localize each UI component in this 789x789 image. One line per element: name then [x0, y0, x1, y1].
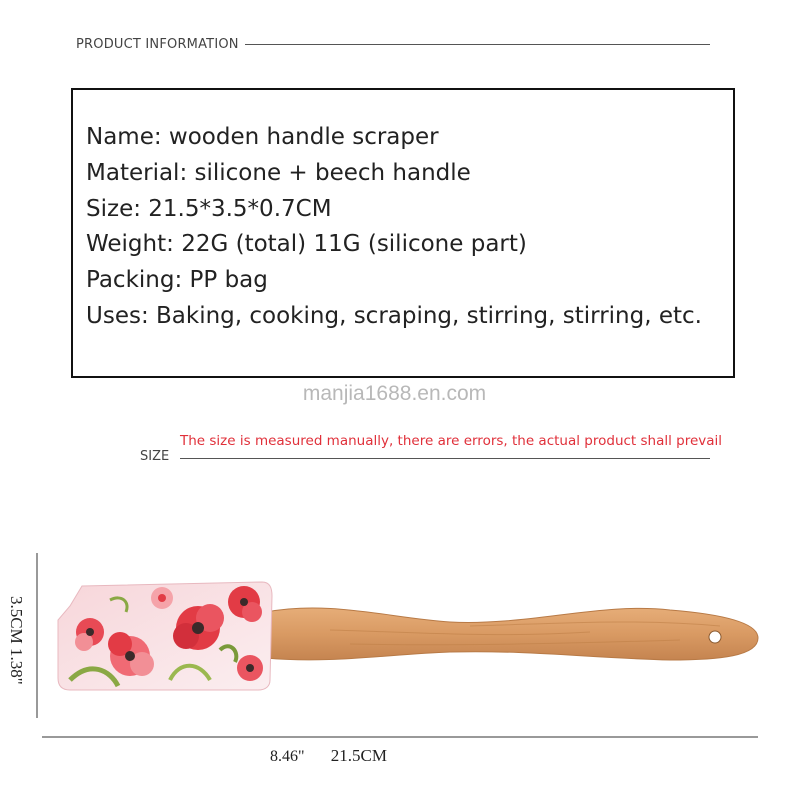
poppy-flower [151, 587, 173, 609]
divider [180, 458, 710, 459]
info-material: Material: silicone + beech handle [86, 159, 471, 186]
product-info-heading: PRODUCT INFORMATION [76, 36, 239, 52]
hang-hole [709, 631, 721, 643]
length-inches: 8.46" [270, 748, 305, 765]
info-name: Name: wooden handle scraper [86, 124, 439, 150]
info-weight: Weight: 22G (total) 11G (silicone part) [86, 231, 527, 258]
info-size: Size: 21.5*3.5*0.7CM [86, 195, 332, 222]
height-label: 3.5CM 1.38" [7, 596, 26, 685]
info-packing: Packing: PP bag [86, 267, 268, 294]
size-disclaimer: The size is measured manually, there are errors, the actual product shall prevail [180, 433, 723, 449]
product-info-header [76, 34, 710, 54]
height-dimension [0, 596, 30, 736]
product-info-box [71, 88, 735, 378]
size-header [140, 431, 723, 464]
product-illustration [30, 540, 770, 760]
length-cm: 21.5CM [330, 746, 387, 765]
poppy-flower [237, 655, 263, 681]
watermark: manjia1688.en.com [302, 382, 487, 405]
wooden-handle [266, 608, 758, 660]
length-dimension [270, 746, 387, 766]
info-uses: Uses: Baking, cooking, scraping, stirring, stirring, etc. [86, 302, 702, 329]
divider [245, 44, 710, 45]
size-heading: SIZE [140, 449, 170, 464]
